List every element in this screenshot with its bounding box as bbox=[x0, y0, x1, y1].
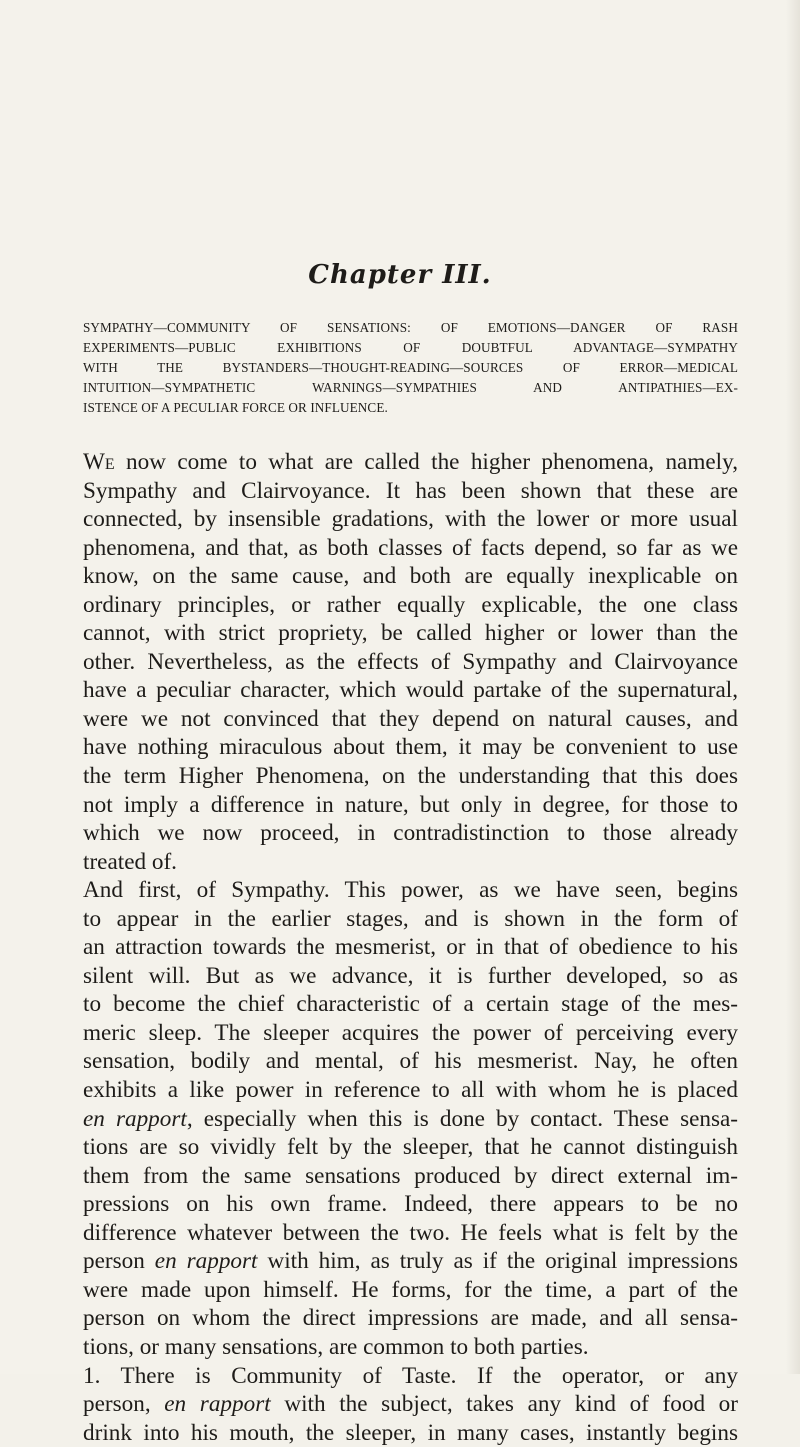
text-line: phenomena, and that, as both classes of facts depend, so far as we bbox=[83, 534, 738, 561]
text-line: know, on the same cause, and both are equally inexplicable on bbox=[83, 563, 738, 590]
text-line: Sympathy and Clairvoyance. It has been shown that these are bbox=[83, 477, 738, 504]
text-line: were we not convinced that they depend on natural causes, and bbox=[83, 705, 738, 732]
text-line bbox=[83, 448, 738, 477]
text-line: not imply a difference in nature, but only in degree, for those to bbox=[83, 791, 738, 818]
text-fragment: with him, as truly as if the original impressions bbox=[257, 1248, 739, 1275]
text-line: ordinary principles, or rather equally explicable, the one class bbox=[83, 591, 738, 618]
text-line: the term Higher Phenomena, on the understanding that this does bbox=[83, 763, 738, 790]
synopsis-line: INTUITION—SYMPATHETIC WARNINGS—SYMPATHIES AND ANTIPATHIES—EX- bbox=[83, 380, 738, 395]
text-line: meric sleep. The sleeper acquires the power of perceiving every bbox=[83, 1019, 738, 1046]
synopsis-line: SYMPATHY—COMMUNITY OF SENSATIONS: OF EMOTIONS—DANGER OF RASH bbox=[83, 320, 738, 335]
text-fragment: person bbox=[83, 1248, 155, 1275]
text-line: to become the chief characteristic of a certain stage of the mes- bbox=[83, 991, 738, 1018]
italic-term: en rapport bbox=[83, 1105, 187, 1132]
synopsis-line: EXPERIMENTS—PUBLIC EXHIBITIONS OF DOUBTFUL ADVANTAGE—SYMPATHY bbox=[83, 340, 738, 355]
italic-term: en rapport bbox=[154, 1248, 258, 1275]
synopsis-line: ISTENCE OF A PECULIAR FORCE OR INFLUENCE. bbox=[83, 400, 388, 415]
text-line: And first, of Sympathy. This power, as we have seen, begins bbox=[83, 877, 738, 904]
text-fragment: person, bbox=[83, 1391, 165, 1418]
text-line: 1. There is Community of Taste. If the operator, or any bbox=[83, 1362, 738, 1389]
text-fragment: with the subject, takes any kind of food or bbox=[270, 1391, 738, 1418]
opening-word: We bbox=[83, 449, 115, 475]
chapter-heading: Chapter III. bbox=[308, 260, 492, 290]
text-fragment: now come to what are called the higher phenomena, namely, bbox=[114, 449, 738, 475]
synopsis-line: WITH THE BYSTANDERS—THOUGHT-READING—SOURCES OF ERROR—MEDICAL bbox=[83, 360, 738, 375]
chapter-synopsis bbox=[83, 318, 738, 418]
text-line: treated of. bbox=[83, 848, 177, 875]
text-line: connected, by insensible gradations, with the lower or more usual bbox=[83, 506, 738, 533]
text-line: tions are so vividly felt by the sleeper, that he cannot distinguish bbox=[83, 1134, 738, 1161]
italic-term: en rapport bbox=[164, 1391, 271, 1418]
body-text bbox=[83, 448, 738, 1447]
text-line: sensation, bodily and mental, of his mesmerist. Nay, he often bbox=[83, 1048, 738, 1075]
text-line: difference whatever between the two. He feels what is felt by the bbox=[83, 1219, 738, 1246]
text-line: an attraction towards the mesmerist, or in that of obedience to his bbox=[83, 934, 738, 961]
page-edge-shadow bbox=[786, 0, 800, 1374]
text-line bbox=[83, 1390, 738, 1419]
text-line: person on whom the direct impressions are made, and all sensa- bbox=[83, 1305, 738, 1332]
text-line: which we now proceed, in contradistinction to those already bbox=[83, 820, 738, 847]
text-line: drink into his mouth, the sleeper, in many cases, instantly begins bbox=[83, 1419, 738, 1446]
text-line: them from the same sensations produced by direct external im- bbox=[83, 1162, 738, 1189]
text-line: cannot, with strict propriety, be called higher or lower than the bbox=[83, 620, 738, 647]
text-line: have nothing miraculous about them, it may be convenient to use bbox=[83, 734, 738, 761]
text-line: tions, or many sensations, are common to both parties. bbox=[83, 1333, 589, 1360]
text-line: have a peculiar character, which would partake of the supernatural, bbox=[83, 677, 738, 704]
text-line: were made upon himself. He forms, for the time, a part of the bbox=[83, 1276, 738, 1303]
text-fragment: , especially when this is done by contact. These sensa- bbox=[186, 1105, 739, 1132]
text-line: to appear in the earlier stages, and is shown in the form of bbox=[83, 905, 738, 932]
text-line: silent will. But as we advance, it is further developed, so as bbox=[83, 962, 738, 989]
text-line bbox=[83, 1105, 738, 1134]
text-line bbox=[83, 1247, 738, 1276]
text-line: pressions on his own frame. Indeed, there appears to be no bbox=[83, 1191, 738, 1218]
text-line: exhibits a like power in reference to all with whom he is placed bbox=[83, 1077, 738, 1104]
text-line: other. Nevertheless, as the effects of Sympathy and Clairvoyance bbox=[83, 648, 738, 675]
